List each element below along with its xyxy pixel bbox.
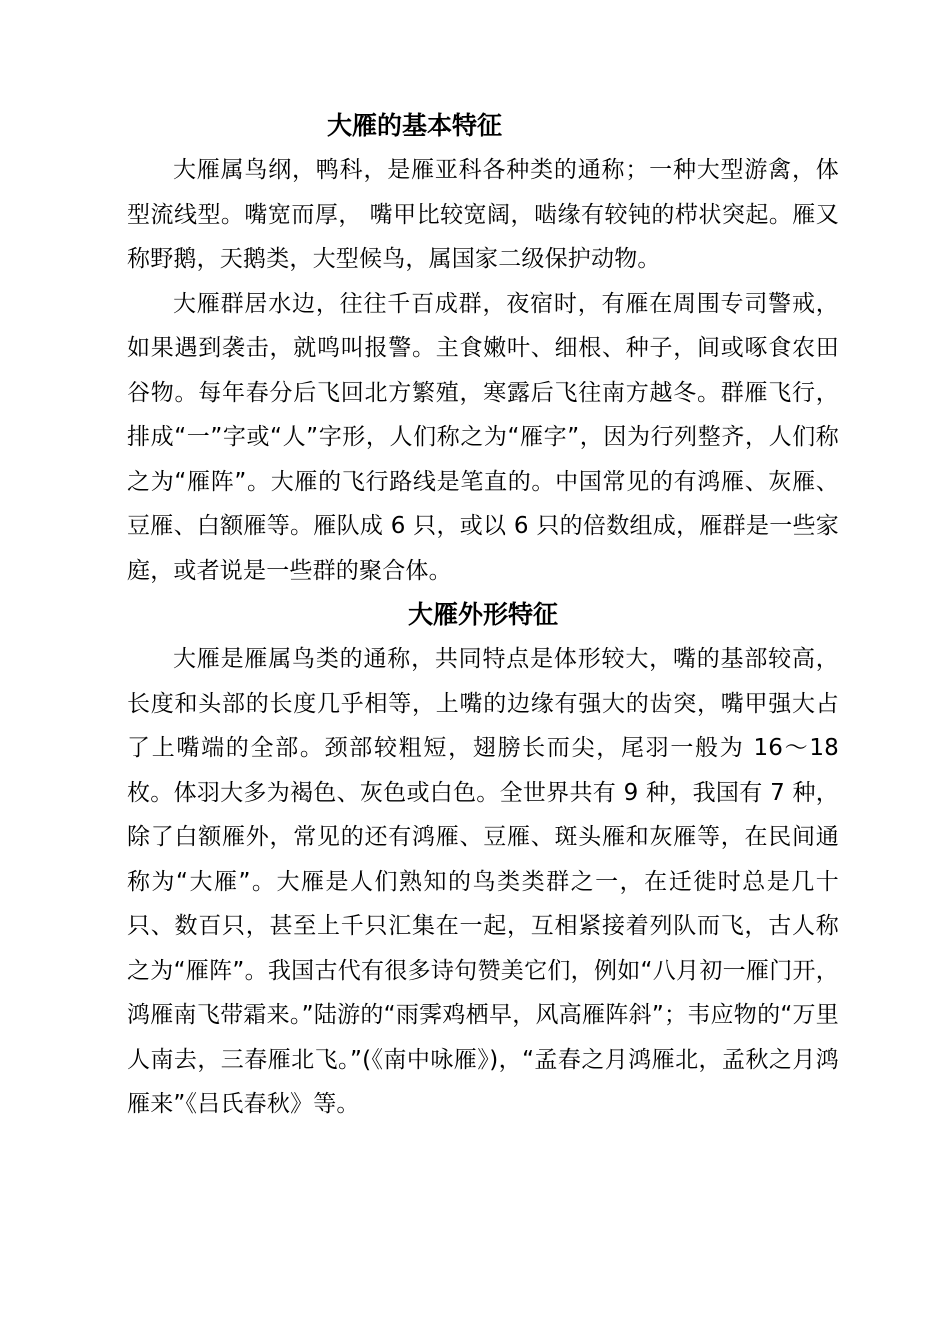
document-page (127, 100, 839, 1127)
paragraph-habits: 大雁群居水边，往往千百成群，夜宿时，有雁在周围专司警戒，如果遇到袭击，就鸣叫报警。主食嫩叶、细根、种子，间或啄食农田谷物。每年春分后飞回北方繁殖，寒露后飞往南方越冬。群雁飞行，排成“一”字或“人”字形，人们称之为“雁字”，因为行列整齐，人们称之为“雁阵”。大雁的飞行路线是笔直的。中国常见的有鸿雁、灰雁、豆雁、白额雁等。雁队成 6 只，或以 6 只的倍数组成，雁群是一些家庭，或者说是一些群的聚合体。 (127, 290, 839, 584)
section-title-appearance: 大雁外形特征 (407, 600, 558, 629)
section-title-basic-features: 大雁的基本特征 (327, 111, 503, 140)
paragraph-classification: 大雁属鸟纲，鸭科，是雁亚科各种类的通称；一种大型游禽，体型流线型。嘴宽而厚， 嘴甲比较宽阔，啮缘有较钝的栉状突起。雁又称野鹅，天鹅类，大型候鸟，属国家二级保护动物。 (127, 157, 839, 272)
paragraph-appearance: 大雁是雁属鸟类的通称，共同特点是体形较大，嘴的基部较高，长度和头部的长度几乎相等，上嘴的边缘有强大的齿突，嘴甲强大占了上嘴端的全部。颈部较粗短，翅膀长而尖，尾羽一般为 16～18 枚。体羽大多为褐色、灰色或白色。全世界共有 9 种，我国有 7 种，除了白额雁外，常见的还有鸿雁、豆雁、斑头雁和灰雁等，在民间通称为“大雁”。大雁是人们熟知的鸟类类群之一，在迁徙时总是几十只、数百只，甚至上千只汇集在一起，互相紧接着列队而飞，古人称之为“雁阵”。我国古代有很多诗句赞美它们，例如“八月初一雁门开，鸿雁南飞带霜来。”陆游的“雨霁鸡栖早，风高雁阵斜”；韦应物的“万里人南去，三春雁北飞。”(《南中咏雁》)，“孟春之月鸿雁北，孟秋之月鸿雁来”《吕氏春秋》等。 (127, 646, 839, 1117)
